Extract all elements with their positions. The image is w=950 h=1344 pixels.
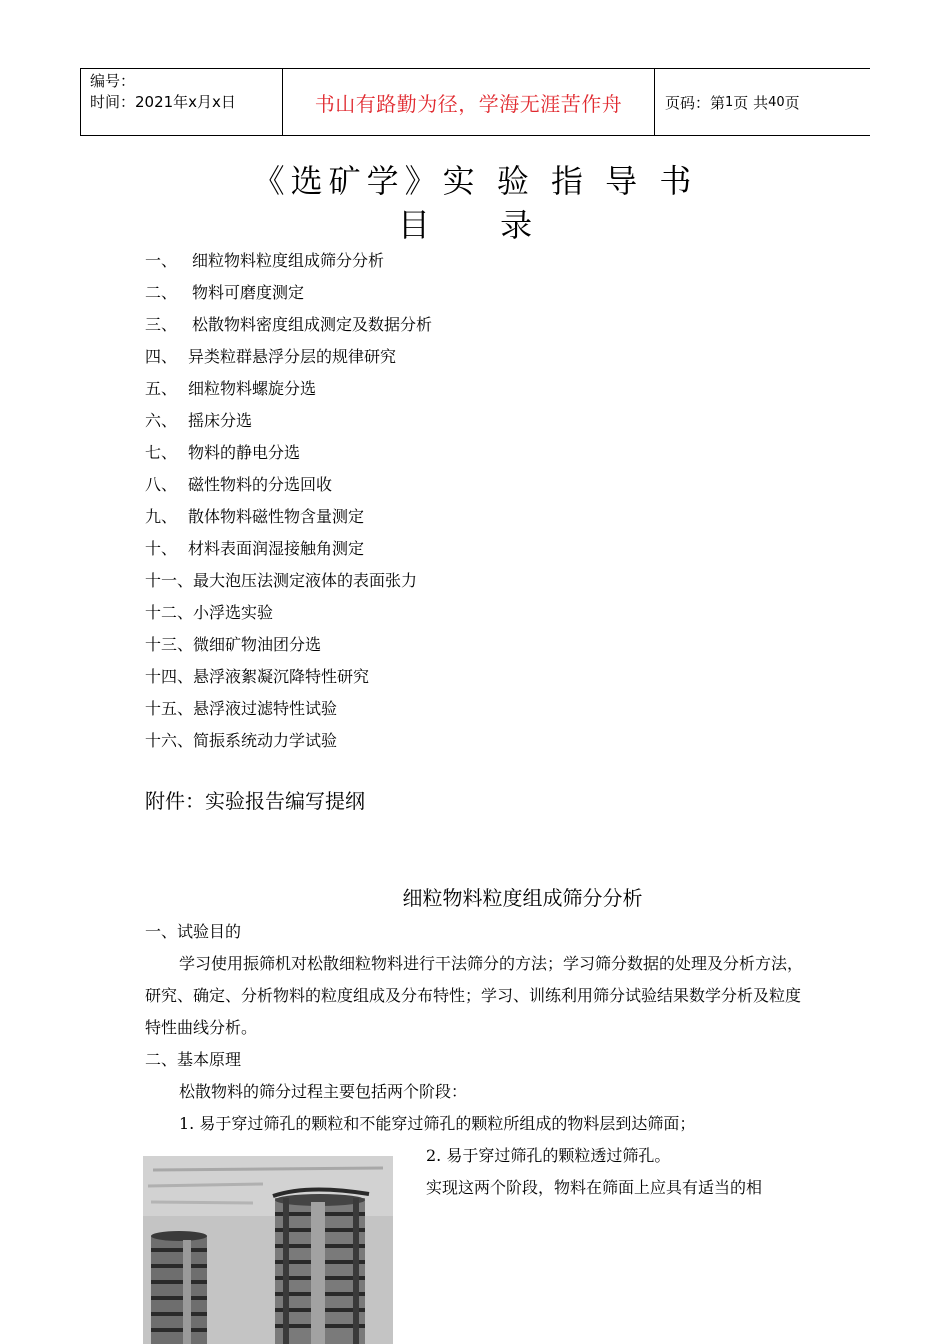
purpose-paragraph: 学习使用振筛机对松散细粒物料进行干法筛分的方法；学习筛分数据的处理及分析方法，研究、确定、分析物料的粒度组成及分布特性；学习、训练利用筛分试验结果数学分析及粒度特性曲线分析。 bbox=[145, 954, 804, 1037]
page-total: 40 bbox=[768, 94, 785, 110]
toc-item bbox=[145, 696, 745, 728]
toc-item-number: 六、 bbox=[145, 411, 178, 430]
section-title: 细粒物料粒度组成筛分分析 bbox=[402, 886, 643, 910]
toc-item-title: 异类粒群悬浮分层的规律研究 bbox=[188, 347, 397, 366]
toc-item bbox=[145, 312, 745, 344]
page-current: 1 bbox=[725, 94, 734, 110]
toc-item-title: 悬浮液絮凝沉降特性研究 bbox=[193, 667, 370, 686]
tall-sieve-stack bbox=[273, 1189, 369, 1344]
heading-principle: 二、基本原理 bbox=[145, 1050, 242, 1069]
toc-item-number: 五、 bbox=[145, 379, 178, 398]
toc-item bbox=[145, 344, 745, 376]
header-table bbox=[80, 68, 870, 136]
page-mid: 页 共 bbox=[733, 93, 769, 112]
toc-item-title: 磁性物料的分选回收 bbox=[188, 475, 333, 494]
toc-item-title: 细粒物料螺旋分选 bbox=[188, 379, 317, 398]
toc-item-number: 十、 bbox=[145, 539, 178, 558]
toc-item bbox=[145, 728, 745, 760]
toc-item bbox=[145, 376, 745, 408]
toc-item-number: 三、 bbox=[145, 315, 178, 334]
appendix-heading: 附件：实验报告编写提纲 bbox=[145, 789, 365, 813]
toc-item bbox=[145, 408, 745, 440]
toc-item-number: 一、 bbox=[145, 251, 178, 270]
page-prefix: 页码：第 bbox=[665, 93, 726, 112]
toc-item bbox=[145, 504, 745, 536]
number-label: 编号： bbox=[90, 72, 136, 90]
toc-item bbox=[145, 632, 745, 664]
time-label: 时间：2021年x月x日 bbox=[90, 93, 236, 111]
section-body bbox=[145, 916, 810, 1140]
toc-item-title: 物料可磨度测定 bbox=[192, 283, 305, 302]
document-title: 《选矿学》实 验 指 导 书 bbox=[252, 162, 698, 200]
toc-item-number: 十二、 bbox=[145, 603, 194, 622]
toc-title: 目 录 bbox=[397, 206, 563, 244]
toc-item bbox=[145, 664, 745, 696]
toc-item-title: 微细矿物油团分选 bbox=[193, 635, 322, 654]
toc-item-number: 九、 bbox=[145, 507, 178, 526]
toc-item-number: 十五、 bbox=[145, 699, 194, 718]
stage-note-text: 实现这两个阶段，物料在筛面上应具有适当的相 bbox=[426, 1178, 763, 1197]
sieve-stack-photo bbox=[143, 1156, 393, 1344]
motto-text: 书山有路勤为径，学海无涯苦作舟 bbox=[314, 91, 623, 116]
toc-item-number: 十四、 bbox=[145, 667, 194, 686]
toc-item bbox=[145, 280, 745, 312]
stage-1-text: 1. 易于穿过筛孔的颗粒和不能穿过筛孔的颗粒所组成的物料层到达筛面； bbox=[179, 1114, 696, 1133]
toc-item-title: 最大泡压法测定液体的表面张力 bbox=[193, 571, 418, 590]
toc-item-title: 散体物料磁性物含量测定 bbox=[188, 507, 365, 526]
toc-item-title: 摇床分选 bbox=[188, 411, 253, 430]
principle-intro: 松散物料的筛分过程主要包括两个阶段： bbox=[179, 1082, 468, 1101]
toc-item-number: 十三、 bbox=[145, 635, 194, 654]
table-of-contents bbox=[145, 248, 745, 760]
toc-item bbox=[145, 600, 745, 632]
toc-item bbox=[145, 536, 745, 568]
toc-item-title: 悬浮液过滤特性试验 bbox=[193, 699, 338, 718]
toc-item bbox=[145, 568, 745, 600]
page-suffix: 页 bbox=[784, 93, 800, 112]
toc-item-number: 八、 bbox=[145, 475, 178, 494]
toc-item-title: 小浮选实验 bbox=[193, 603, 274, 622]
toc-item-number: 十六、 bbox=[145, 731, 194, 750]
toc-item bbox=[145, 472, 745, 504]
toc-item-title: 细粒物料粒度组成筛分分析 bbox=[192, 251, 385, 270]
header-page-cell bbox=[655, 69, 870, 135]
stage-2-text: 2. 易于穿过筛孔的颗粒透过筛孔。 bbox=[426, 1146, 671, 1165]
toc-item bbox=[145, 440, 745, 472]
toc-item bbox=[145, 248, 745, 280]
toc-item-number: 二、 bbox=[145, 283, 178, 302]
toc-item-number: 七、 bbox=[145, 443, 178, 462]
header-info-cell bbox=[81, 69, 283, 135]
short-sieve-stack bbox=[151, 1231, 207, 1344]
toc-item-title: 物料的静电分选 bbox=[188, 443, 301, 462]
toc-item-number: 四、 bbox=[145, 347, 178, 366]
sieve-stack-illustration bbox=[143, 1156, 393, 1344]
header-motto-cell bbox=[283, 69, 655, 135]
heading-purpose: 一、试验目的 bbox=[145, 922, 242, 941]
toc-item-title: 简振系统动力学试验 bbox=[193, 731, 338, 750]
toc-item-number: 十一、 bbox=[145, 571, 194, 590]
toc-item-title: 松散物料密度组成测定及数据分析 bbox=[192, 315, 433, 334]
toc-item-title: 材料表面润湿接触角测定 bbox=[188, 539, 365, 558]
